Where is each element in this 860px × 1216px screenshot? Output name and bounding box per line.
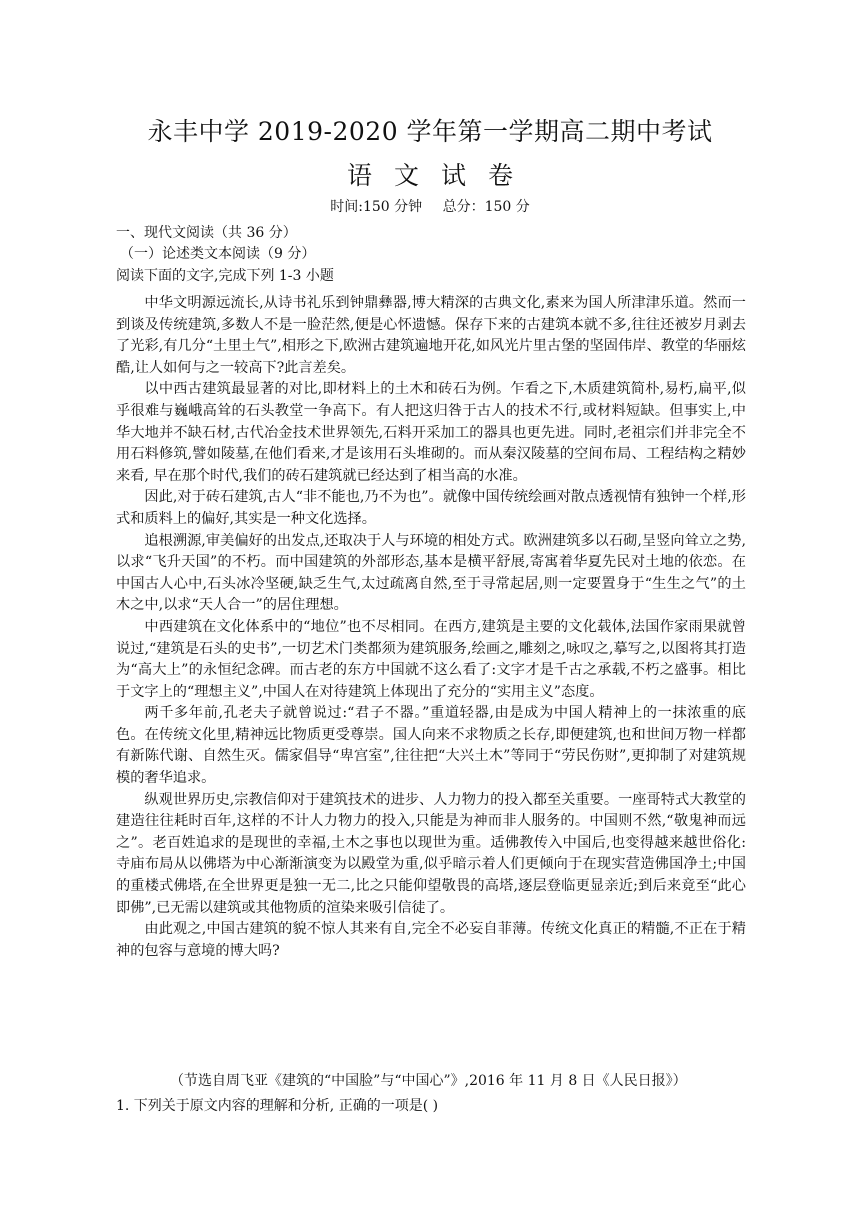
exam-score: 总分：150 分 bbox=[442, 199, 530, 215]
exam-title: 永丰中学 2019-2020 学年第一学期高二期中考试 bbox=[147, 117, 713, 146]
passage-paragraph: 中西建筑在文化体系中的“地位”也不尽相同。在西方,建筑是主要的文化载体,法国作家雨果就曾说过,“建筑是石头的史书”,一切艺术门类都须为建筑服务,绘画之,雕刻之,咏叹之,摹写之,以图将其打造为“高大上”的永恒纪念碑。而古老的东方中国就不这么看了:文字才是千古之承载,不朽之盛事。相比于文字上的“理想主义”,中国人在对待建筑上体现出了充分的“实用主义”态度。 bbox=[116, 618, 746, 700]
passage-paragraph: 追根溯源,审美偏好的出发点,还取决于人与环境的相处方式。欧洲建筑多以石砌,呈竖向耸立之势,以求“飞升天国”的不朽。而中国建筑的外部形态,基本是横平舒展,寄寓着华夏先民对土地的依恋。在中国古人心中,石头冰冷坚硬,缺乏生气,太过疏离自然,至于寻常起居,则一定要置身于“生生之气”的土木之中,以求“天人合一”的居住理想。 bbox=[116, 532, 746, 614]
exam-meta bbox=[0, 196, 860, 216]
exam-time: 时间:150 分钟 bbox=[330, 199, 423, 215]
reading-passage bbox=[116, 293, 746, 962]
passage-source: （节选自周飞亚《建筑的“中国脸”与“中国心”》,2016 年 11 月 8 日《人民日报》） bbox=[170, 1073, 687, 1089]
section-heading: 一、现代文阅读（共 36 分） bbox=[116, 225, 297, 241]
passage-paragraph: 由此观之,中国古建筑的貌不惊人其来有自,完全不必妄自菲薄。传统文化真正的精髓,不正在于精神的包容与意境的博大吗? bbox=[116, 921, 746, 959]
passage-paragraph: 两千多年前,孔老夫子就曾说过:“君子不器。”重道轻器,由是成为中国人精神上的一抹浓重的底色。在传统文化里,精神远比物质更受尊崇。国人向来不求物质之长存,即便建筑,也和世间万物一样都有新陈代谢、自然生灭。儒家倡导“卑宫室”,往往把“大兴土木”等同于“劳民伤财”,更抑制了对建筑规模的奢华追求。 bbox=[116, 705, 746, 787]
passage-paragraph: 以中西古建筑最显著的对比,即材料上的土木和砖石为例。乍看之下,木质建筑简朴,易朽,扁平,似乎很难与巍峨高耸的石头教堂一争高下。有人把这归咎于古人的技术不行,或材料短缺。但事实上,中华大地并不缺石材,古代冶金技术世界领先,石料开采加工的器具也更先进。同时,老祖宗们并非完全不用石料修筑,譬如陵墓,在他们看来,才是该用石头堆砌的。而从秦汉陵墓的空间布局、工程结构之精妙来看, 早在那个时代,我们的砖石建筑就已经达到了相当高的水准。 bbox=[116, 381, 746, 484]
passage-paragraph: 中华文明源远流长,从诗书礼乐到钟鼎彝器,博大精深的古典文化,素来为国人所津津乐道。然而一到谈及传统建筑,多数人不是一脸茫然,便是心怀遗憾。保存下来的古建筑本就不多,往往还被岁月剥去了光彩,有几分“土里土气”,相形之下,欧洲古建筑遍地开花,如风光片里古堡的坚固伟岸、教堂的华丽炫酷,让人如何与之一较高下?此言差矣。 bbox=[116, 295, 746, 376]
passage-paragraph: 纵观世界历史,宗教信仰对于建筑技术的进步、人力物力的投入都至关重要。一座哥特式大教堂的建造往往耗时百年,这样的不计人力物力的投入,只能是为神而非人服务的。中国则不然,“敬鬼神而远之”。老百姓追求的是现世的幸福,土木之事也以现世为重。适佛教传入中国后,也变得越来越世俗化:寺庙布局从以佛塔为中心渐渐演变为以殿堂为重,似乎暗示着人们更倾向于在现实营造佛国净土;中国的重楼式佛塔,在全世界更是独一无二,比之只能仰望敬畏的高塔,逐层登临更显亲近;到后来竟至“此心即佛”,已无需以建筑或其他物质的渲染来吸引信徒了。 bbox=[116, 791, 746, 916]
passage-paragraph: 因此,对于砖石建筑,古人“非不能也,乃不为也”。就像中国传统绘画对散点透视情有独钟一个样,形式和质料上的偏好,其实是一种文化选择。 bbox=[116, 489, 746, 527]
question-1: 1. 下列关于原文内容的理解和分析, 正确的一项是( ) bbox=[116, 1098, 439, 1114]
section-subheading: （一）论述类文本阅读（9 分） bbox=[120, 246, 316, 262]
section-instruction: 阅读下面的文字,完成下列 1-3 小题 bbox=[116, 268, 334, 284]
exam-subtitle: 语文试卷 bbox=[346, 161, 535, 190]
